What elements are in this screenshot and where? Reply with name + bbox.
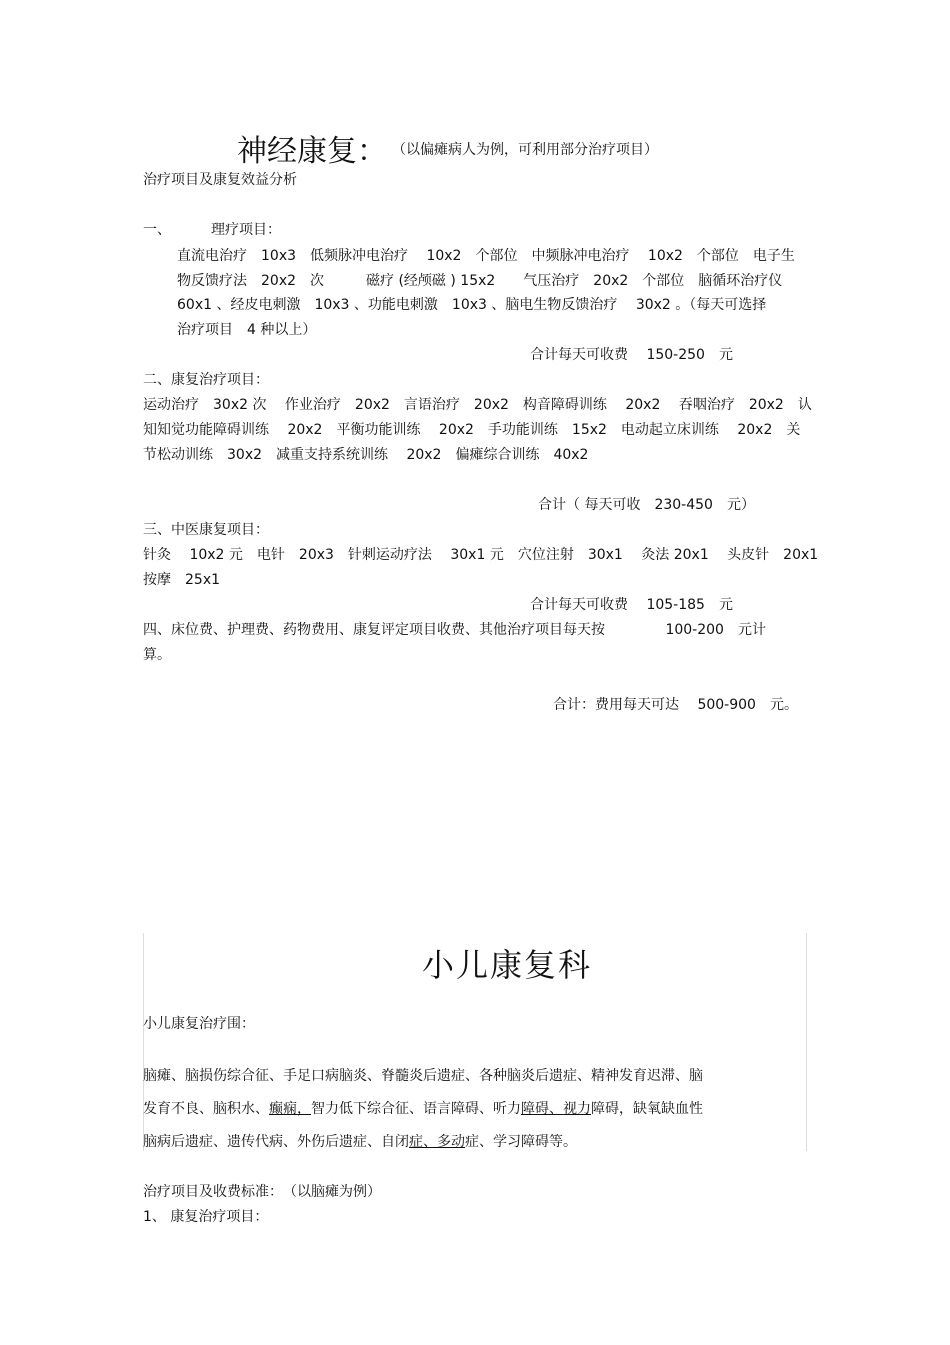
subtitle: 治疗项目及康复效益分析 [143,172,297,188]
physio-line: 60x1 、经皮电刺激 10x3 、功能电刺激 10x3 、脑电生物反馈治疗 30x2 。（每天可选择 [177,297,767,313]
other-line: 四、床位费、护理费、药物费用、康复评定项目收费、其他治疗项目每天按 100-200 元计 [143,622,766,638]
grand-total: 合计：费用每天可达 500-900 元。 [553,697,798,713]
tcm-heading: 三、中医康复项目： [143,522,269,538]
rehab-line: 知知觉功能障碍训练 20x2 平衡功能训练 20x2 手功能训练 15x2 电动起立床训练 20x2 关 [143,422,801,438]
scope-line: 脑瘫、脑损伤综合征、手足口病脑炎、脊髓炎后遗症、各种脑炎后遗症、精神发育迟滞、脑 [143,1068,703,1084]
physio-index: 一、 [143,222,171,238]
scope-text: 脑病后遗症、遗传代病、外伤后遗症、自闭 [143,1134,409,1150]
scope-text-underlined: 症、多动 [409,1134,465,1150]
physio-line: 治疗项目 4 种以上） [177,322,317,338]
scope-text: 智力低下综合征、语言障碍、听力 [311,1101,521,1117]
frame-right-border [806,933,807,1151]
rehab-total: 合计（ 每天可收 230-450 元） [538,497,755,513]
physio-line: 直流电治疗 10x3 低频脉冲电治疗 10x2 个部位 中频脉冲电治疗 10x2 个部位 电子生 [177,248,795,264]
fee-heading: 治疗项目及收费标准： （以脑瘫为例） [143,1184,381,1200]
scope-text-underlined: 癫痫， [269,1101,311,1117]
scope-line [143,1132,577,1152]
rehab-line: 节松动训练 30x2 减重支持系统训练 20x2 偏瘫综合训练 40x2 [143,447,589,463]
physio-line: 物反馈疗法 20x2 次 磁疗 (经颅磁 ) 15x2 气压治疗 20x2 个部位 脑循环治疗仪 [177,273,783,289]
rehab-line: 运动治疗 30x2 次 作业治疗 20x2 言语治疗 20x2 构音障碍训练 20x2 吞咽治疗 20x2 认 [143,397,812,413]
scope-line [143,1099,703,1119]
page-title: 神经康复： [237,134,387,169]
item-1: 1、 康复治疗项目： [143,1209,269,1225]
scope-heading: 小儿康复治疗围： [143,1016,255,1032]
scope-text: 障碍，缺氧缺血性 [591,1101,703,1117]
other-line: 算。 [143,647,171,663]
rehab-heading: 二、康复治疗项目： [143,372,269,388]
section-title: 小儿康复科 [422,946,593,984]
title-note: （以偏瘫病人为例，可利用部分治疗项目） [392,142,658,158]
tcm-line: 针灸 10x2 元 电针 20x3 针刺运动疗法 30x1 元 穴位注射 30x1 灸法 20x1 头皮针 20x1 [143,547,819,563]
tcm-total: 合计每天可收费 105-185 元 [530,597,733,613]
scope-text-underlined: 障碍、视力 [521,1101,591,1117]
physio-heading: 理疗项目： [211,222,281,238]
tcm-line: 按摩 25x1 [143,572,221,588]
physio-total: 合计每天可收费 150-250 元 [530,347,733,363]
scope-text: 症、学习障碍等。 [465,1134,577,1150]
scope-text: 发育不良、脑积水、 [143,1101,269,1117]
